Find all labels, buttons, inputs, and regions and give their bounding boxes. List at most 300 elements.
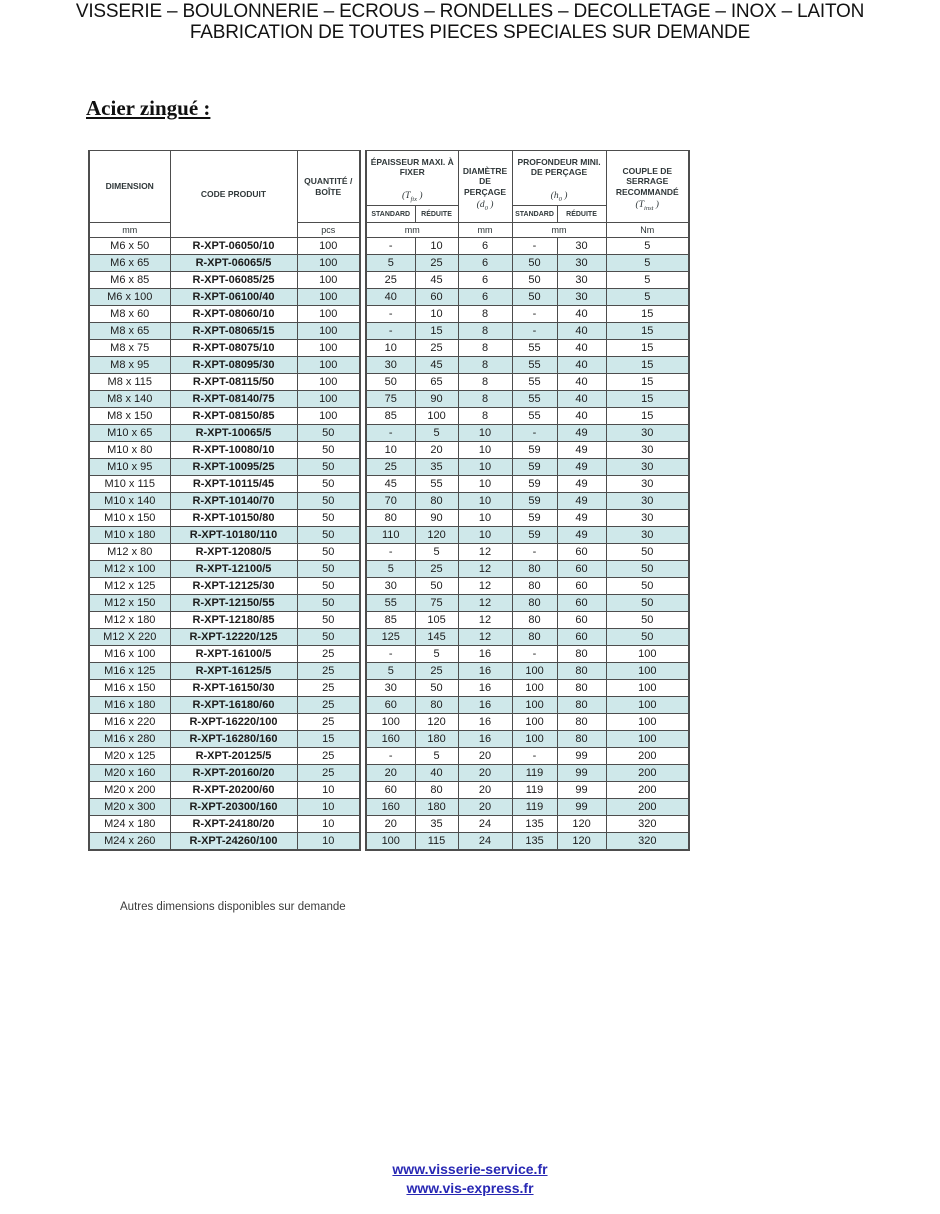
table-cell: 40: [366, 289, 415, 306]
table-cell: 16: [458, 714, 512, 731]
diametre-symbol: ($d_0$ ): [476, 200, 494, 213]
table-row: [89, 510, 689, 527]
table-cell: 50: [297, 578, 360, 595]
table-cell: 15: [415, 323, 458, 340]
table-cell: 25: [297, 765, 360, 782]
table-cell: 16: [458, 663, 512, 680]
epaisseur-symbol: ($T_{fix}$ ): [402, 190, 423, 203]
table-row: [89, 612, 689, 629]
table-row: [89, 748, 689, 765]
table-cell: 115: [415, 833, 458, 850]
table-cell: 30: [606, 510, 689, 527]
table-cell: -: [366, 748, 415, 765]
table-cell: 200: [606, 765, 689, 782]
table-cell: 100: [366, 714, 415, 731]
table-cell: -: [366, 323, 415, 340]
table-cell: 60: [557, 578, 606, 595]
table-cell: 200: [606, 799, 689, 816]
table-cell: 50: [297, 459, 360, 476]
table-cell: 8: [458, 323, 512, 340]
table-cell: 80: [557, 646, 606, 663]
table-cell: 40: [557, 408, 606, 425]
table-cell: 6: [458, 238, 512, 255]
unit-dimension: mm: [89, 223, 170, 238]
table-cell: R-XPT-24260/100: [170, 833, 297, 850]
table-cell: 160: [366, 799, 415, 816]
table-cell: 180: [415, 731, 458, 748]
table-cell: 20: [458, 799, 512, 816]
table-cell: 100: [297, 306, 360, 323]
table-cell: 16: [458, 731, 512, 748]
table-cell: M20 x 125: [89, 748, 170, 765]
table-cell: 49: [557, 493, 606, 510]
table-cell: 320: [606, 816, 689, 833]
table-cell: 15: [606, 340, 689, 357]
table-cell: 80: [557, 714, 606, 731]
table-cell: 59: [512, 510, 557, 527]
table-cell: 50: [297, 510, 360, 527]
table-cell: 40: [557, 323, 606, 340]
table-cell: 100: [297, 238, 360, 255]
table-cell: 5: [415, 544, 458, 561]
table-cell: 45: [415, 357, 458, 374]
subheader-epaisseur-standard: STANDARD: [366, 206, 415, 223]
table-cell: 5: [415, 748, 458, 765]
table-row: [89, 765, 689, 782]
product-table: [88, 150, 690, 851]
table-row: [89, 816, 689, 833]
table-cell: R-XPT-20125/5: [170, 748, 297, 765]
table-cell: 100: [297, 357, 360, 374]
subheader-profondeur-reduite: RÉDUITE: [557, 206, 606, 223]
table-cell: M6 x 100: [89, 289, 170, 306]
table-cell: M16 x 125: [89, 663, 170, 680]
table-cell: 85: [366, 408, 415, 425]
table-cell: M24 x 180: [89, 816, 170, 833]
table-cell: 12: [458, 612, 512, 629]
table-cell: 100: [297, 323, 360, 340]
table-cell: 20: [366, 765, 415, 782]
table-cell: M10 x 140: [89, 493, 170, 510]
table-cell: M6 x 65: [89, 255, 170, 272]
table-cell: 135: [512, 816, 557, 833]
table-cell: M10 x 65: [89, 425, 170, 442]
table-cell: -: [512, 748, 557, 765]
table-row: [89, 680, 689, 697]
table-cell: 30: [606, 425, 689, 442]
table-cell: 80: [557, 680, 606, 697]
table-cell: 80: [512, 629, 557, 646]
table-cell: M6 x 50: [89, 238, 170, 255]
table-cell: M16 x 100: [89, 646, 170, 663]
table-cell: 90: [415, 391, 458, 408]
table-cell: 59: [512, 459, 557, 476]
table-row: [89, 663, 689, 680]
table-cell: 40: [415, 765, 458, 782]
table-cell: 100: [512, 663, 557, 680]
table-cell: M20 x 300: [89, 799, 170, 816]
table-cell: 30: [366, 357, 415, 374]
table-cell: 60: [557, 612, 606, 629]
table-row: [89, 408, 689, 425]
table-cell: 30: [366, 680, 415, 697]
table-cell: 49: [557, 442, 606, 459]
table-cell: 50: [512, 272, 557, 289]
table-cell: M10 x 80: [89, 442, 170, 459]
table-cell: R-XPT-06065/5: [170, 255, 297, 272]
table-cell: 8: [458, 340, 512, 357]
table-cell: 50: [297, 476, 360, 493]
table-cell: 60: [366, 697, 415, 714]
table-cell: 100: [297, 374, 360, 391]
table-cell: 50: [606, 612, 689, 629]
table-cell: 105: [415, 612, 458, 629]
table-cell: 30: [606, 459, 689, 476]
table-cell: -: [366, 425, 415, 442]
table-cell: 6: [458, 272, 512, 289]
table-cell: R-XPT-10080/10: [170, 442, 297, 459]
table-cell: 30: [606, 493, 689, 510]
table-cell: 110: [366, 527, 415, 544]
table-row: [89, 595, 689, 612]
table-cell: 25: [297, 646, 360, 663]
table-row: [89, 561, 689, 578]
table-cell: M8 x 65: [89, 323, 170, 340]
table-cell: 10: [297, 816, 360, 833]
table-cell: M12 x 180: [89, 612, 170, 629]
table-cell: 55: [366, 595, 415, 612]
table-cell: 80: [415, 697, 458, 714]
table-cell: R-XPT-16150/30: [170, 680, 297, 697]
table-cell: 200: [606, 748, 689, 765]
table-cell: 24: [458, 833, 512, 850]
table-cell: 40: [557, 374, 606, 391]
table-cell: 5: [606, 238, 689, 255]
table-cell: -: [366, 544, 415, 561]
table-cell: 59: [512, 442, 557, 459]
table-row: [89, 391, 689, 408]
table-cell: 55: [512, 408, 557, 425]
table-cell: 25: [366, 272, 415, 289]
table-cell: 5: [415, 425, 458, 442]
table-cell: 5: [606, 272, 689, 289]
table-cell: 5: [366, 255, 415, 272]
table-cell: M8 x 95: [89, 357, 170, 374]
table-cell: M20 x 200: [89, 782, 170, 799]
table-cell: M8 x 115: [89, 374, 170, 391]
table-cell: 12: [458, 578, 512, 595]
table-cell: 49: [557, 425, 606, 442]
table-cell: 50: [606, 629, 689, 646]
diametre-title: DIAMÈTRE DE PERÇAGE: [462, 165, 508, 197]
table-cell: 180: [415, 799, 458, 816]
table-cell: 320: [606, 833, 689, 850]
table-cell: 10: [415, 306, 458, 323]
table-cell: R-XPT-10065/5: [170, 425, 297, 442]
table-cell: 20: [458, 782, 512, 799]
table-cell: 50: [415, 680, 458, 697]
table-cell: 50: [297, 425, 360, 442]
table-row: [89, 357, 689, 374]
table-cell: M16 x 180: [89, 697, 170, 714]
table-cell: 100: [606, 731, 689, 748]
table-cell: 100: [297, 340, 360, 357]
table-cell: -: [512, 544, 557, 561]
table-cell: 25: [415, 340, 458, 357]
table-cell: 100: [297, 289, 360, 306]
table-cell: 25: [415, 561, 458, 578]
table-cell: M8 x 150: [89, 408, 170, 425]
table-cell: R-XPT-24180/20: [170, 816, 297, 833]
table-row: [89, 306, 689, 323]
table-cell: 5: [606, 255, 689, 272]
spec-table-wrap: [88, 150, 690, 851]
table-cell: M20 x 160: [89, 765, 170, 782]
table-cell: 8: [458, 357, 512, 374]
table-row: [89, 578, 689, 595]
table-cell: M12 x 100: [89, 561, 170, 578]
table-cell: R-XPT-12125/30: [170, 578, 297, 595]
table-cell: 12: [458, 629, 512, 646]
table-cell: 119: [512, 799, 557, 816]
table-cell: -: [512, 646, 557, 663]
document-header: [0, 1, 940, 43]
table-cell: -: [512, 323, 557, 340]
table-cell: M24 x 260: [89, 833, 170, 850]
table-cell: 80: [415, 493, 458, 510]
table-cell: 25: [297, 697, 360, 714]
table-cell: 49: [557, 476, 606, 493]
table-cell: 35: [415, 459, 458, 476]
table-cell: 15: [606, 374, 689, 391]
table-cell: 100: [512, 680, 557, 697]
table-cell: 100: [366, 833, 415, 850]
table-cell: 30: [606, 527, 689, 544]
table-cell: 60: [415, 289, 458, 306]
table-cell: R-XPT-10115/45: [170, 476, 297, 493]
table-cell: 25: [297, 680, 360, 697]
table-cell: 10: [458, 527, 512, 544]
table-cell: 80: [512, 612, 557, 629]
link-visserie-service[interactable]: www.visserie-service.fr: [392, 1161, 548, 1177]
table-cell: R-XPT-16180/60: [170, 697, 297, 714]
table-cell: 100: [606, 680, 689, 697]
table-cell: 30: [366, 578, 415, 595]
table-row: [89, 731, 689, 748]
table-cell: R-XPT-08095/30: [170, 357, 297, 374]
table-cell: 60: [557, 629, 606, 646]
table-cell: 50: [297, 612, 360, 629]
table-cell: 100: [297, 272, 360, 289]
table-cell: 80: [512, 578, 557, 595]
table-cell: R-XPT-16100/5: [170, 646, 297, 663]
table-cell: 15: [606, 323, 689, 340]
table-cell: 80: [415, 782, 458, 799]
link-vis-express[interactable]: www.vis-express.fr: [406, 1180, 534, 1196]
table-cell: 10: [415, 238, 458, 255]
table-cell: 30: [606, 442, 689, 459]
table-cell: 80: [512, 561, 557, 578]
table-cell: R-XPT-06085/25: [170, 272, 297, 289]
table-cell: 125: [366, 629, 415, 646]
couple-title: COUPLE DE SERRAGE RECOMMANDÉ: [615, 165, 679, 197]
table-cell: 100: [415, 408, 458, 425]
table-cell: 10: [297, 782, 360, 799]
table-cell: 25: [366, 459, 415, 476]
table-cell: 100: [606, 646, 689, 663]
table-cell: 15: [606, 391, 689, 408]
table-cell: -: [366, 238, 415, 255]
table-cell: 119: [512, 765, 557, 782]
table-cell: 12: [458, 544, 512, 561]
table-cell: 120: [415, 527, 458, 544]
table-cell: -: [366, 306, 415, 323]
table-row: [89, 459, 689, 476]
table-cell: 50: [606, 578, 689, 595]
table-cell: 8: [458, 391, 512, 408]
table-cell: 50: [415, 578, 458, 595]
table-cell: 55: [512, 340, 557, 357]
table-cell: R-XPT-10140/70: [170, 493, 297, 510]
table-cell: R-XPT-10095/25: [170, 459, 297, 476]
table-cell: R-XPT-20200/60: [170, 782, 297, 799]
table-cell: 60: [557, 561, 606, 578]
table-cell: 100: [512, 697, 557, 714]
table-cell: 50: [297, 527, 360, 544]
table-cell: 50: [606, 561, 689, 578]
table-cell: R-XPT-12150/55: [170, 595, 297, 612]
table-cell: 6: [458, 289, 512, 306]
table-cell: 60: [366, 782, 415, 799]
table-cell: 200: [606, 782, 689, 799]
table-cell: 75: [366, 391, 415, 408]
table-cell: 50: [606, 595, 689, 612]
table-cell: M8 x 75: [89, 340, 170, 357]
table-cell: 15: [606, 306, 689, 323]
table-cell: 80: [366, 510, 415, 527]
table-cell: 50: [366, 374, 415, 391]
table-cell: R-XPT-08060/10: [170, 306, 297, 323]
table-cell: 40: [557, 340, 606, 357]
table-cell: 100: [297, 255, 360, 272]
table-row: [89, 697, 689, 714]
table-cell: R-XPT-12180/85: [170, 612, 297, 629]
table-cell: 15: [297, 731, 360, 748]
footnote: Autres dimensions disponibles sur demande: [120, 901, 346, 913]
profondeur-title: PROFONDEUR MINI. DE PERÇAGE: [517, 156, 601, 177]
table-cell: 5: [415, 646, 458, 663]
table-row: [89, 833, 689, 850]
table-row: [89, 629, 689, 646]
table-cell: 55: [512, 374, 557, 391]
table-cell: 15: [606, 357, 689, 374]
table-cell: 10: [366, 340, 415, 357]
table-row: [89, 340, 689, 357]
table-cell: R-XPT-08150/85: [170, 408, 297, 425]
table-row: [89, 714, 689, 731]
table-cell: 100: [606, 714, 689, 731]
table-cell: 15: [606, 408, 689, 425]
col-header-code-produit: CODE PRODUIT: [170, 151, 297, 238]
table-cell: 60: [557, 544, 606, 561]
table-cell: -: [512, 306, 557, 323]
table-cell: 59: [512, 493, 557, 510]
table-cell: 40: [557, 357, 606, 374]
table-cell: R-XPT-08140/75: [170, 391, 297, 408]
table-cell: 120: [557, 816, 606, 833]
epaisseur-title: ÉPAISSEUR MAXI. À FIXER: [370, 156, 454, 177]
table-cell: R-XPT-12080/5: [170, 544, 297, 561]
table-cell: 30: [557, 272, 606, 289]
unit-profondeur: mm: [512, 223, 606, 238]
table-cell: R-XPT-06050/10: [170, 238, 297, 255]
table-cell: 30: [557, 289, 606, 306]
table-cell: 25: [415, 663, 458, 680]
col-header-diametre: [458, 151, 512, 223]
table-cell: R-XPT-10150/80: [170, 510, 297, 527]
table-row: [89, 799, 689, 816]
table-cell: 50: [297, 442, 360, 459]
table-row: [89, 782, 689, 799]
table-cell: R-XPT-06100/40: [170, 289, 297, 306]
table-cell: 40: [557, 391, 606, 408]
table-cell: 99: [557, 799, 606, 816]
table-row: [89, 272, 689, 289]
table-cell: 10: [297, 833, 360, 850]
table-cell: M10 x 150: [89, 510, 170, 527]
table-cell: 49: [557, 510, 606, 527]
table-cell: M10 x 95: [89, 459, 170, 476]
table-cell: R-XPT-12220/125: [170, 629, 297, 646]
table-cell: 120: [557, 833, 606, 850]
table-cell: R-XPT-10180/110: [170, 527, 297, 544]
table-cell: 30: [557, 255, 606, 272]
table-cell: M12 x 80: [89, 544, 170, 561]
table-cell: 100: [606, 663, 689, 680]
subheader-epaisseur-reduite: RÉDUITE: [415, 206, 458, 223]
table-cell: M16 x 150: [89, 680, 170, 697]
table-cell: 8: [458, 408, 512, 425]
table-row: [89, 527, 689, 544]
table-cell: 5: [366, 561, 415, 578]
table-row: [89, 425, 689, 442]
table-cell: 80: [557, 731, 606, 748]
table-cell: 25: [297, 748, 360, 765]
unit-couple: Nm: [606, 223, 689, 238]
table-cell: 50: [512, 289, 557, 306]
header-line-1: VISSERIE – BOULONNERIE – ECROUS – RONDELLES – DECOLLETAGE – INOX – LAITON: [75, 1, 865, 22]
table-cell: 50: [297, 544, 360, 561]
table-cell: M8 x 140: [89, 391, 170, 408]
table-cell: 80: [557, 663, 606, 680]
table-cell: 5: [606, 289, 689, 306]
table-cell: 35: [415, 816, 458, 833]
table-row: [89, 442, 689, 459]
table-cell: 70: [366, 493, 415, 510]
table-cell: 40: [557, 306, 606, 323]
table-row: [89, 289, 689, 306]
table-cell: 16: [458, 646, 512, 663]
table-cell: 90: [415, 510, 458, 527]
table-row: [89, 646, 689, 663]
table-cell: 60: [557, 595, 606, 612]
table-cell: 20: [458, 748, 512, 765]
table-cell: 55: [415, 476, 458, 493]
col-header-couple: [606, 151, 689, 223]
table-cell: 145: [415, 629, 458, 646]
couple-symbol: ($T_{inst}$ ): [635, 200, 659, 213]
table-cell: 10: [458, 425, 512, 442]
